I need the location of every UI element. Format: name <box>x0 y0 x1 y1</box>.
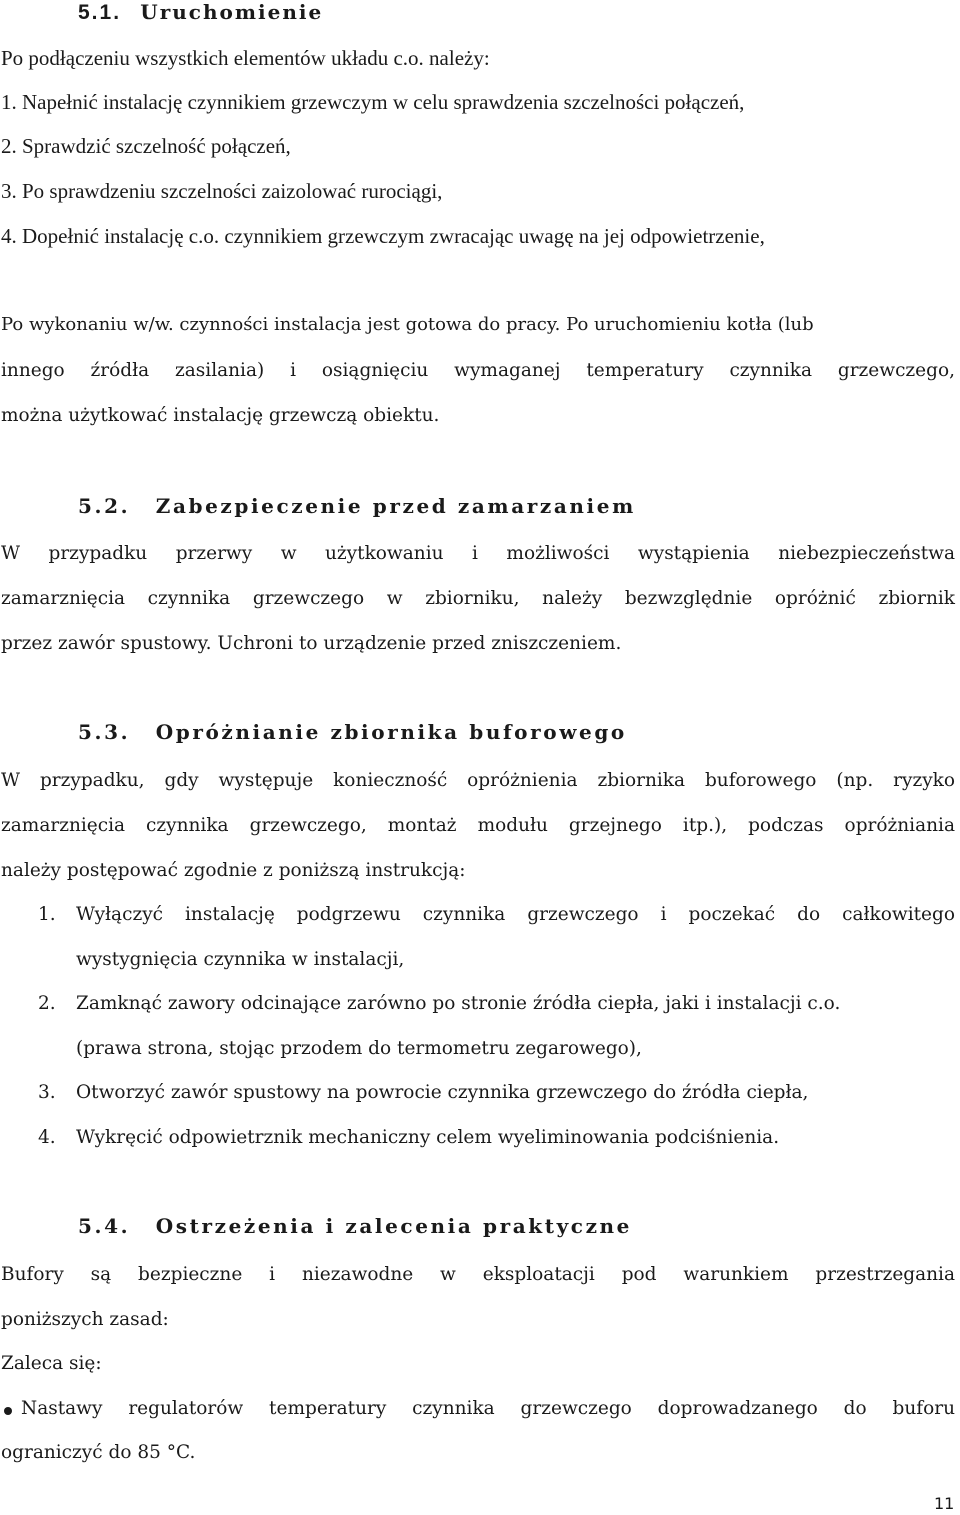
s54-line-1: Bufory są bezpieczne i niezawodne w eksploatacji pod warunkiem przestrzegania <box>1 1264 955 1285</box>
s51-para-line-1: Po wykonaniu w/w. czynności instalacja jest gotowa do pracy. Po uruchomieniu kotła (lub <box>1 314 814 335</box>
s52-line-1: W przypadku przerwy w użytkowaniu i możliwości wystąpienia niebezpieczeństwa <box>1 543 955 564</box>
heading-5-2 <box>78 494 636 518</box>
s52-line-2: zamarznięcia czynnika grzewczego w zbiorniku, należy bezwzględnie opróżnić zbiornik <box>1 588 955 609</box>
heading-5-4 <box>78 1214 632 1238</box>
heading-5-4-number: 5.4. <box>78 1214 131 1238</box>
s51-para-line-3: można użytkować instalację grzewczą obiektu. <box>1 405 440 426</box>
s53-step-2-line-1: Zamknąć zawory odcinające zarówno po stronie źródła ciepła, jaki i instalacji c.o. <box>76 993 841 1014</box>
heading-5-4-title: Ostrzeżenia i zalecenia praktyczne <box>155 1214 632 1238</box>
heading-5-1 <box>78 0 323 25</box>
s51-intro: Po podłączeniu wszystkich elementów układu c.o. należy: <box>1 46 490 70</box>
s53-line-1: W przypadku, gdy występuje konieczność opróżnienia zbiornika buforowego (np. ryzyko <box>1 770 955 791</box>
heading-5-1-number: 5.1. <box>78 1 122 24</box>
s53-step-1-line-1: Wyłączyć instalację podgrzewu czynnika grzewczego i poczekać do całkowitego <box>76 904 955 925</box>
heading-5-3-title: Opróżnianie zbiornika buforowego <box>155 720 627 744</box>
s51-para-line-2: innego źródła zasilania) i osiągnięciu wymaganej temperatury czynnika grzewczego, <box>1 360 955 381</box>
s53-step-4-line-1: Wykręcić odpowietrznik mechaniczny celem wyeliminowania podciśnienia. <box>76 1127 780 1148</box>
s53-step-2-line-2: (prawa strona, stojąc przodem do termometru zegarowego), <box>76 1038 642 1059</box>
heading-5-1-title: Uruchomienie <box>140 0 324 24</box>
heading-5-3-number: 5.3. <box>78 720 131 744</box>
s53-step-1-line-2: wystygnięcia czynnika w instalacji, <box>76 949 405 970</box>
s53-step-3-number: 3. <box>38 1082 56 1103</box>
s53-line-2: zamarznięcia czynnika grzewczego, montaż modułu grzejnego itp.), podczas opróżniania <box>1 815 955 836</box>
s51-step-4: 4. Dopełnić instalację c.o. czynnikiem grzewczym zwracając uwagę na jej odpowietrzenie, <box>1 224 765 248</box>
s51-step-2: 2. Sprawdzić szczelność połączeń, <box>1 134 291 158</box>
s53-step-1-number: 1. <box>38 904 56 925</box>
s54-bullet-line-1: Nastawy regulatorów temperatury czynnika grzewczego doprowadzanego do buforu <box>21 1398 955 1419</box>
s54-line-2: poniższych zasad: <box>1 1309 169 1330</box>
s51-step-3: 3. Po sprawdzeniu szczelności zaizolować rurociągi, <box>1 179 443 203</box>
s53-line-3: należy postępować zgodnie z poniższą instrukcją: <box>1 860 466 881</box>
s53-step-4-number: 4. <box>38 1127 56 1148</box>
bullet-dot-icon <box>4 1407 12 1415</box>
s53-step-2-number: 2. <box>38 993 56 1014</box>
s53-step-3-line-1: Otworzyć zawór spustowy na powrocie czynnika grzewczego do źródła ciepła, <box>76 1082 809 1103</box>
heading-5-3 <box>78 720 627 744</box>
page-number: 11 <box>934 1494 955 1513</box>
heading-5-2-title: Zabezpieczenie przed zamarzaniem <box>155 494 636 518</box>
s51-step-1: 1. Napełnić instalację czynnikiem grzewczym w celu sprawdzenia szczelności połączeń, <box>1 90 745 114</box>
s52-line-3: przez zawór spustowy. Uchroni to urządzenie przed zniszczeniem. <box>1 633 622 654</box>
s54-line-3: Zaleca się: <box>1 1353 102 1374</box>
heading-5-2-number: 5.2. <box>78 494 131 518</box>
s54-bullet-line-2: ograniczyć do 85 °C. <box>1 1442 196 1463</box>
